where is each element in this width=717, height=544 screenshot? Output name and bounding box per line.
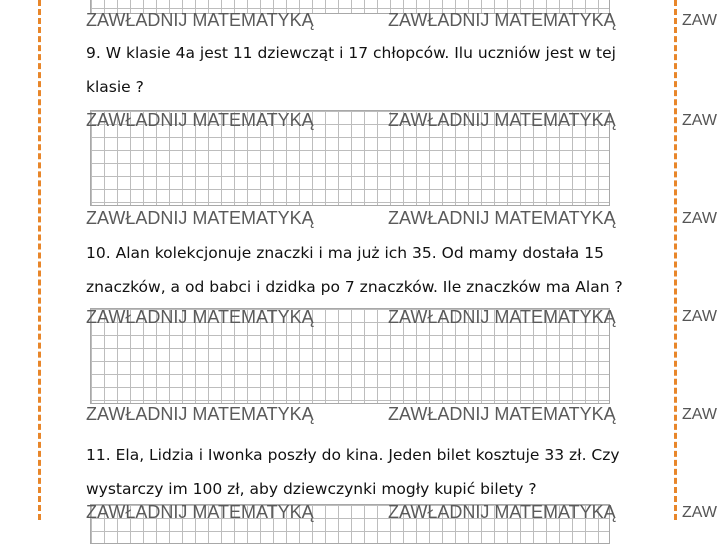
watermark-text: ZAWŁADNIJ MATEMATYKĄ bbox=[86, 404, 314, 424]
watermark-text: ZAWŁADNIJ MATEMATYKĄ bbox=[86, 307, 314, 327]
edge-watermark: ZAW bbox=[682, 210, 717, 227]
problem-11 bbox=[86, 438, 626, 506]
cut-line-right bbox=[674, 0, 677, 520]
watermark-text: ZAWŁADNIJ MATEMATYKĄ bbox=[388, 110, 616, 130]
watermark-text: ZAWŁADNIJ MATEMATYKĄ bbox=[388, 502, 616, 522]
problem-10 bbox=[86, 236, 626, 304]
watermark-text: ZAWŁADNIJ MATEMATYKĄ bbox=[86, 502, 314, 522]
watermark-text: ZAWŁADNIJ MATEMATYKĄ bbox=[86, 208, 314, 228]
problem-text: W klasie 4a jest 11 dziewcząt i 17 chłopców. Ilu uczniów jest w tej klasie ? bbox=[86, 44, 616, 96]
watermark-text: ZAWŁADNIJ MATEMATYKĄ bbox=[388, 208, 616, 228]
edge-watermark: ZAW bbox=[682, 406, 717, 423]
watermark-text: ZAWŁADNIJ MATEMATYKĄ bbox=[86, 10, 314, 30]
edge-watermark: ZAW bbox=[682, 308, 717, 325]
problem-number: 10. bbox=[86, 244, 111, 262]
problem-text: Ela, Lidzia i Iwonka poszły do kina. Jeden bilet kosztuje 33 zł. Czy wystarczy im 100 zł, aby dziewczynki mogły kupić bilety ? bbox=[86, 446, 620, 498]
watermark-text: ZAWŁADNIJ MATEMATYKĄ bbox=[86, 110, 314, 130]
problem-9 bbox=[86, 36, 626, 104]
watermark-text: ZAWŁADNIJ MATEMATYKĄ bbox=[388, 404, 616, 424]
edge-watermark: ZAW bbox=[682, 504, 717, 521]
edge-watermark: ZAW bbox=[682, 112, 717, 129]
cut-line-left bbox=[38, 0, 41, 520]
problem-number: 11. bbox=[86, 446, 111, 464]
watermark-text: ZAWŁADNIJ MATEMATYKĄ bbox=[388, 307, 616, 327]
edge-watermark: ZAW bbox=[682, 12, 717, 29]
problem-text: Alan kolekcjonuje znaczki i ma już ich 35. Od mamy dostała 15 znaczków, a od babci i dzidka po 7 znaczków. Ile znaczków ma Alan ? bbox=[86, 244, 623, 296]
problem-number: 9. bbox=[86, 44, 101, 62]
watermark-text: ZAWŁADNIJ MATEMATYKĄ bbox=[388, 10, 616, 30]
